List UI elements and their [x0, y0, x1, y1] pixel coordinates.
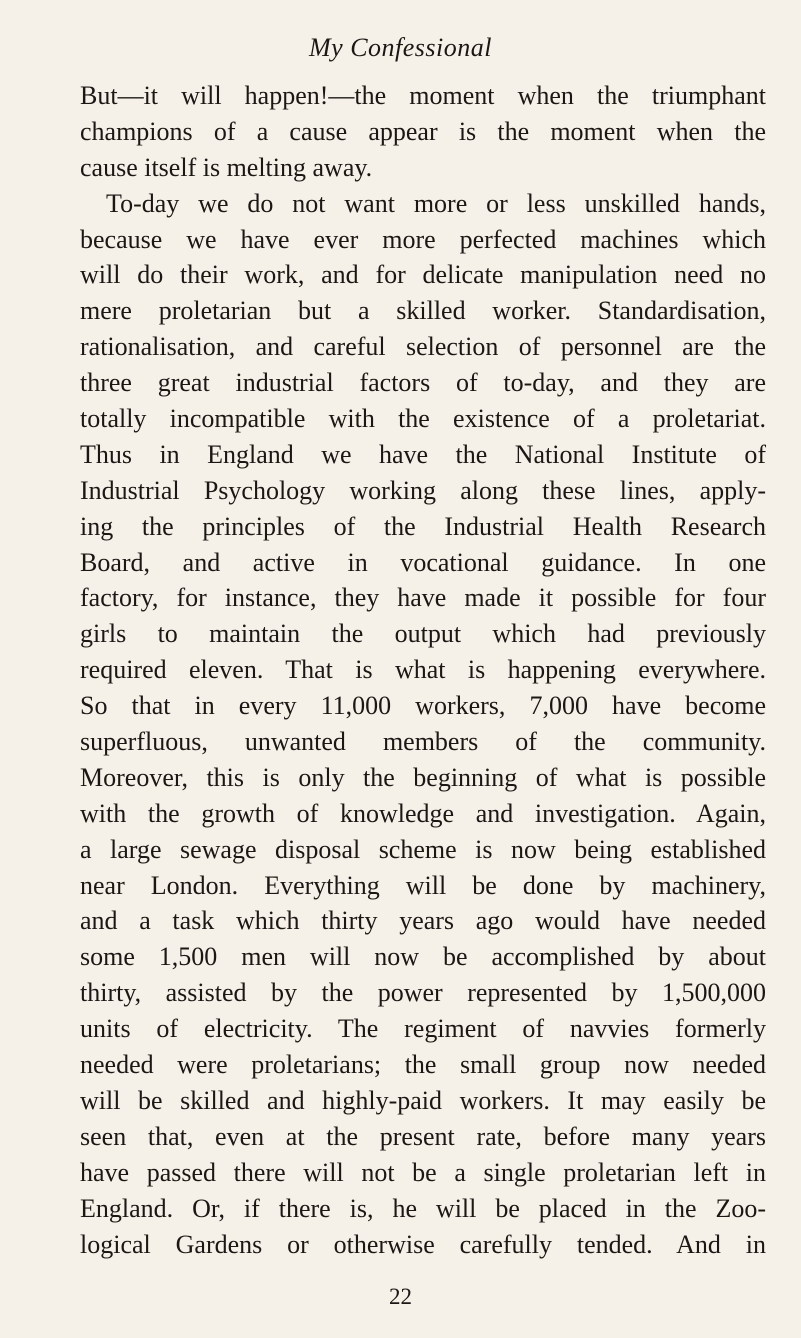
text-line: Moreover, this is only the beginning of what is possible [80, 762, 766, 792]
page-number: 22 [389, 1284, 412, 1309]
text-line: champions of a cause appear is the moment when the [80, 116, 766, 146]
text-line: Industrial Psychology working along these lines, apply- [80, 475, 766, 505]
text-line: So that in every 11,000 workers, 7,000 have become [80, 691, 766, 721]
text-line: mere proletarian but a skilled worker. Standardisation, [80, 296, 766, 326]
text-line: superfluous, unwanted members of the community. [80, 727, 766, 757]
text-line: But—it will happen!—the moment when the triumphant [80, 81, 766, 110]
text-line: thirty, assisted by the power represented by 1,500,000 [80, 978, 766, 1008]
text-line: factory, for instance, they have made it possible for four [80, 583, 766, 613]
text-line: will do their work, and for delicate manipulation need no [80, 260, 766, 290]
text-line: required eleven. That is what is happening everywhere. [80, 655, 766, 685]
text-line: needed were proletarians; the small group now needed [80, 1050, 766, 1080]
text-line: some 1,500 men will now be accomplished by about [80, 942, 766, 972]
text-line: logical Gardens or otherwise carefully tended. And in [80, 1229, 766, 1259]
text-line: To-day we do not want more or less unskilled hands, [106, 188, 766, 218]
text-line: Board, and active in vocational guidance. In one [80, 547, 766, 577]
text-line: girls to maintain the output which had previously [80, 619, 766, 649]
text-line: a large sewage disposal scheme is now being established [80, 834, 766, 864]
text-line: near London. Everything will be done by machinery, [80, 870, 766, 900]
text-line: have passed there will not be a single proletarian left in [80, 1157, 766, 1187]
text-line: totally incompatible with the existence of a proletariat. [80, 404, 766, 434]
text-line: ing the principles of the Industrial Health Research [80, 511, 766, 541]
text-line: with the growth of knowledge and investigation. Again, [80, 798, 766, 828]
text-line: because we have ever more perfected machines which [80, 224, 766, 254]
text-line: cause itself is melting away. [80, 152, 373, 182]
body-text [80, 78, 766, 1262]
text-line: three great industrial factors of to-day, and they are [80, 368, 766, 398]
text-line: will be skilled and highly-paid workers. It may easily be [80, 1085, 766, 1115]
running-head: My Confessional [309, 33, 492, 62]
text-line: rationalisation, and careful selection of personnel are the [80, 332, 766, 362]
text-line: Thus in England we have the National Institute of [80, 439, 766, 469]
text-line: seen that, even at the present rate, before many years [80, 1121, 766, 1151]
text-line: units of electricity. The regiment of navvies formerly [80, 1014, 766, 1044]
text-line: England. Or, if there is, he will be placed in the Zoo- [80, 1193, 766, 1223]
text-line: and a task which thirty years ago would have needed [80, 906, 766, 936]
